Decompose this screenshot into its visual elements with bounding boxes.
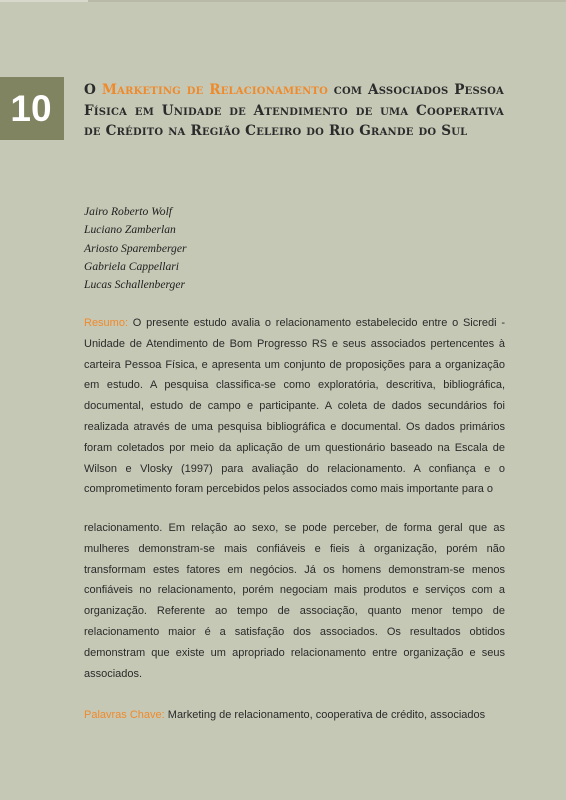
article-title — [84, 80, 504, 142]
author-name: Ariosto Sparemberger — [84, 241, 187, 255]
abstract-continuation: relacionamento. Em relação ao sexo, se pode perceber, de forma geral que as mulheres demonstram-se mais confiáveis e fieis à organização, porém não transformam estes fatores em negócios. Já os homens demonstram-se menos confiáveis no relacionamento, porém negociam mais produtos e serviços com a organização. Referente ao tempo de associação, quanto menor tempo de relacionamento maior é a satisfação dos associados. Os resultados obtidos demonstram que existe um apropriado relacionamento entre organização e seus associados. — [84, 522, 505, 680]
title-prefix: O — [84, 82, 102, 98]
chapter-number: 10 — [10, 88, 52, 129]
author-name: Luciano Zamberlan — [84, 223, 176, 237]
keywords-text: Marketing de relacionamento, cooperativa de crédito, associados — [164, 709, 486, 721]
keywords — [84, 709, 505, 723]
keywords-label: Palavras Chave: — [84, 709, 165, 721]
author-name: Gabriela Cappellari — [84, 259, 180, 273]
top-border-accent — [0, 0, 88, 2]
abstract-label: Resumo: — [84, 317, 129, 329]
abstract — [84, 313, 505, 500]
title-highlight: Marketing de Relacionamento — [101, 82, 328, 98]
author-name: Jairo Roberto Wolf — [84, 205, 173, 218]
title-rest: com Associados Pessoa Física em Unidade de Atendimento de uma Cooperativa de Crédito na Região Celeiro do Rio Grande do Sul — [84, 82, 504, 140]
author-name: Lucas Schallenberger — [84, 278, 185, 292]
author-list — [84, 203, 187, 294]
abstract-text: O presente estudo avalia o relacionamento estabelecido entre o Sicredi - Unidade de Atendimento de Bom Progresso RS e seus associados pertencentes à carteira Pessoa Física, e apresenta um conjunto de proposições para a organização em estudo. A pesquisa classifica-se como exploratória, descritiva, bibliográfica, documental, estudo de campo e participante. A coleta de dados secundários foi realizada através de uma pesquisa bibliográfica e documental. Os dados primários foram coletados por meio da aplicação de um questionário baseado na Escala de Wilson e Vlosky (1997) para avaliação do relacionamento. A confiança e o comprometimento foram percebidos pelos associados como mais importante para o — [84, 317, 505, 496]
